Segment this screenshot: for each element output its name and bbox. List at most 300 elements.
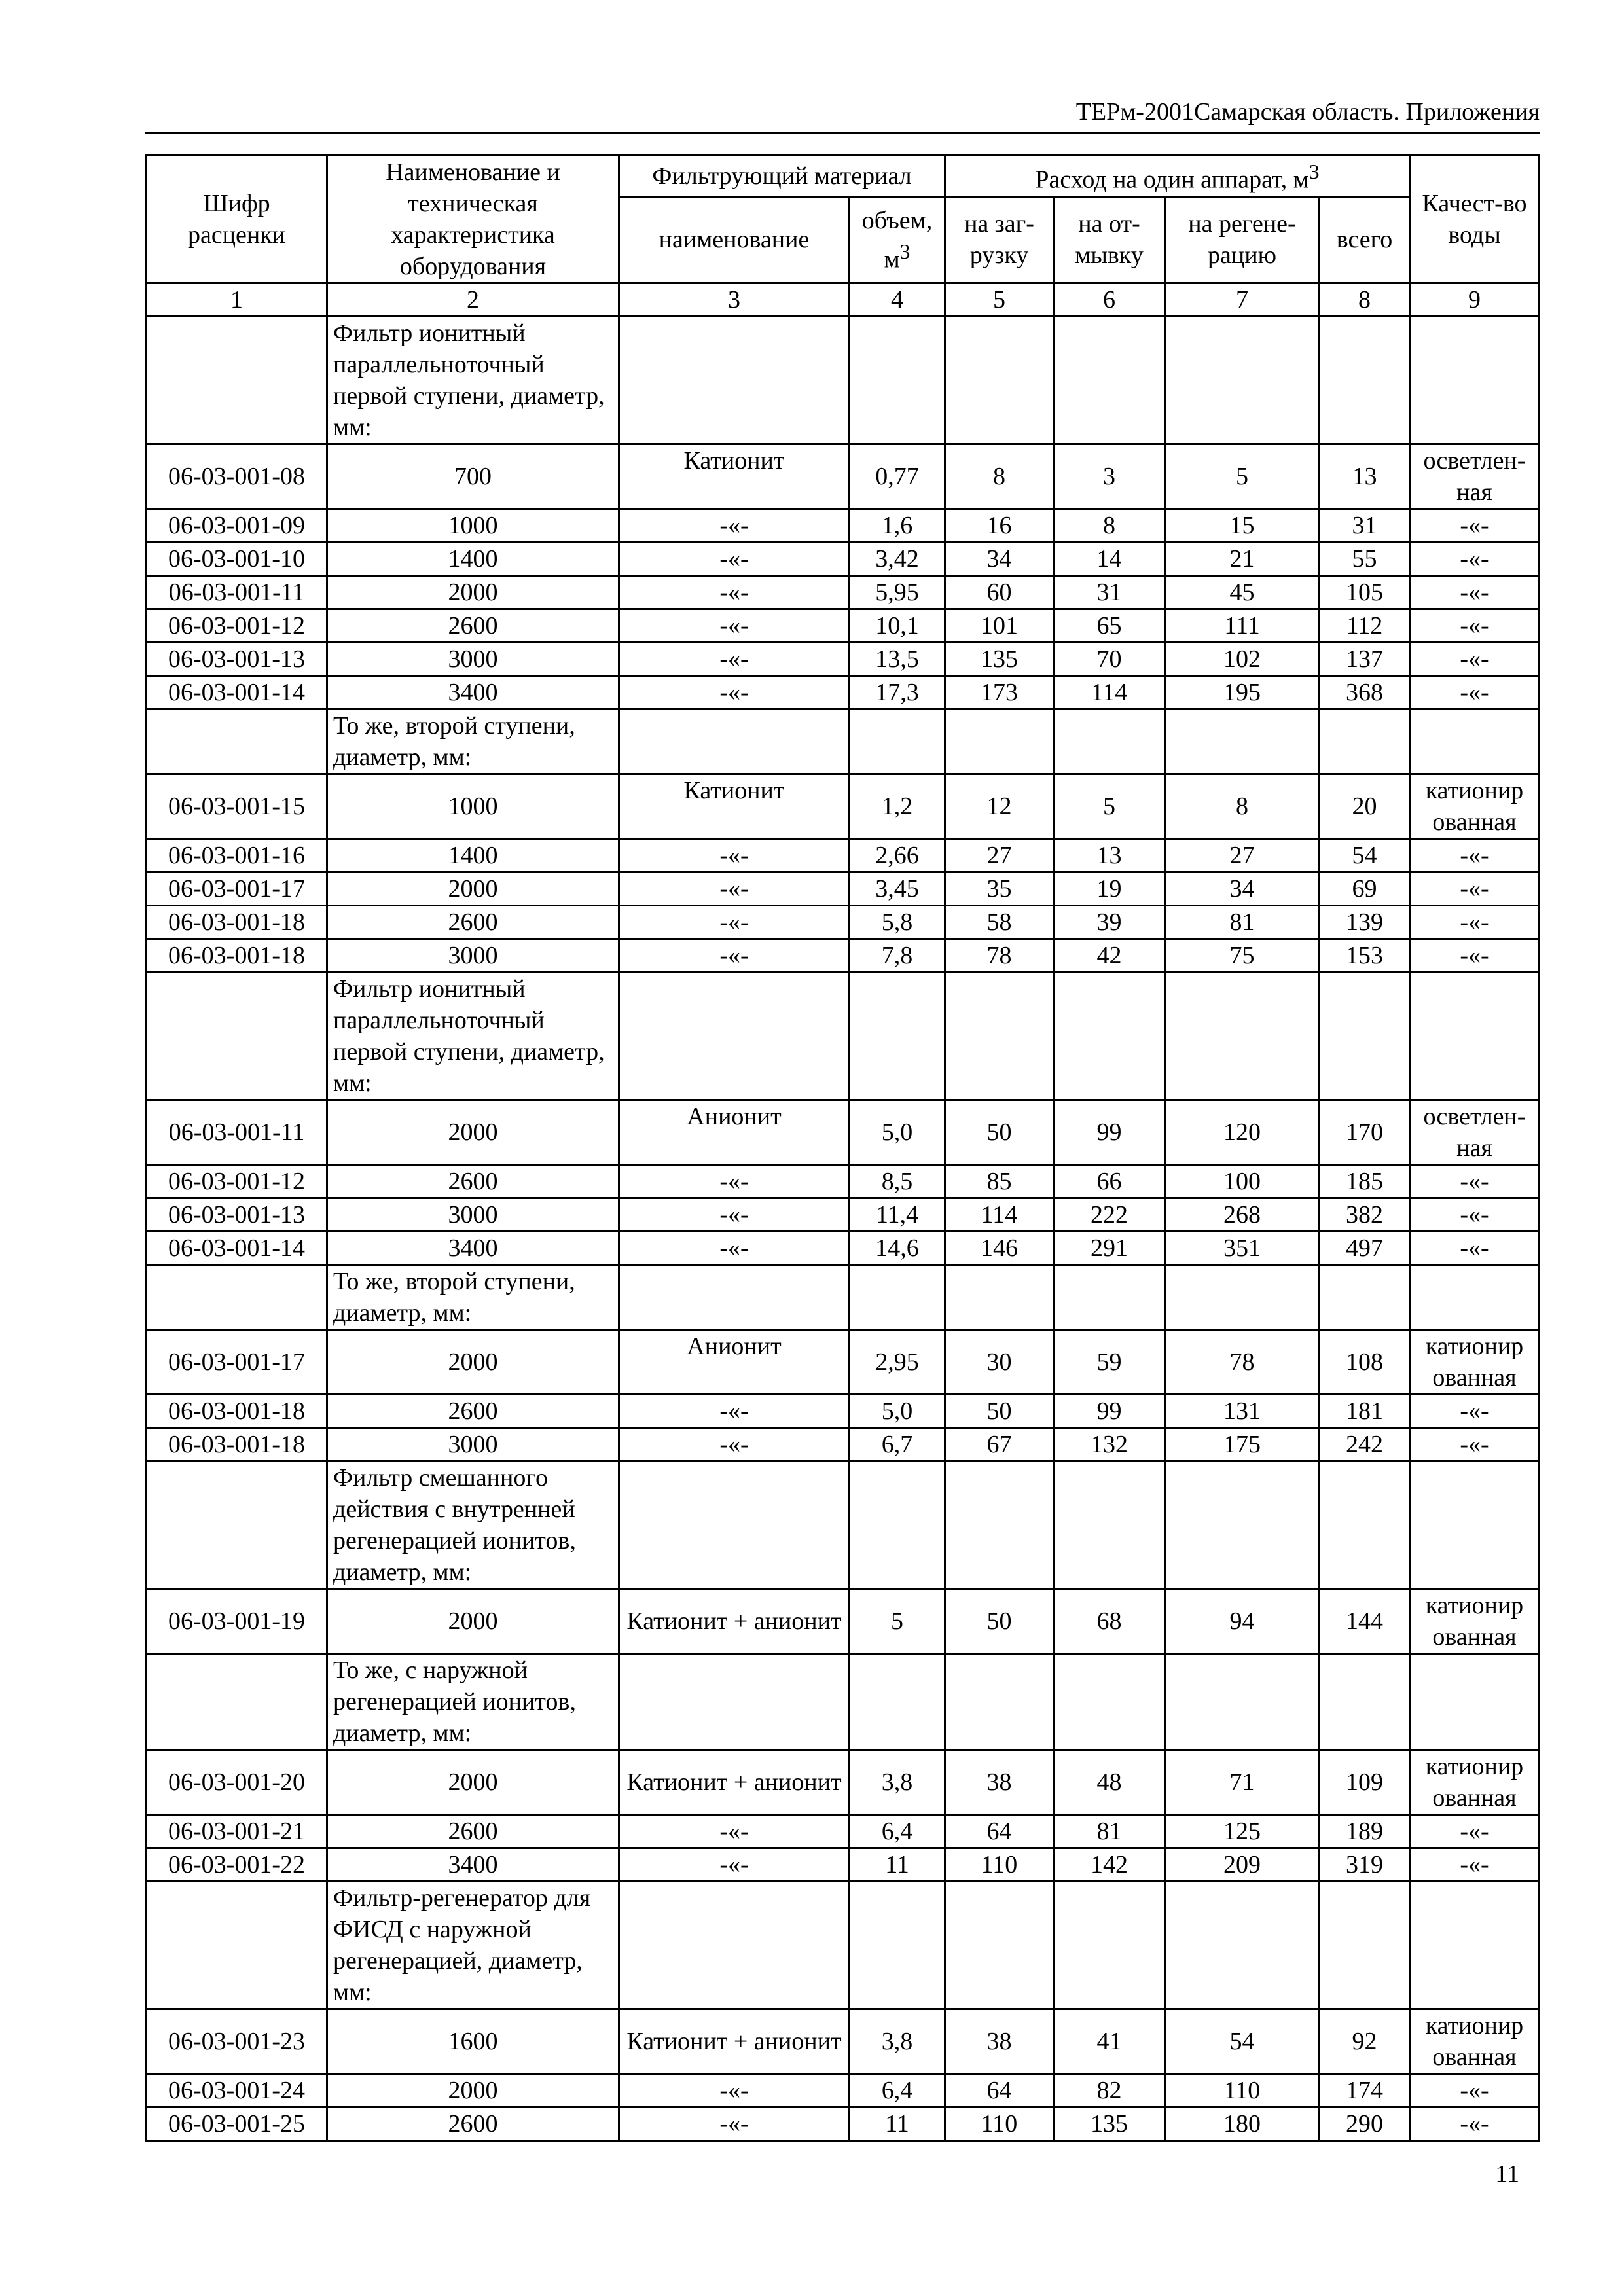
regen-cell: 175 [1165,1428,1320,1462]
volume-cell: 10,1 [850,609,945,643]
table-row [147,839,1540,872]
empty-cell [1410,973,1540,1100]
volume-cell: 3,42 [850,543,945,576]
code-cell: 06-03-001-13 [147,643,327,676]
page-number: 11 [1495,2161,1519,2188]
load-cell: 78 [945,939,1054,973]
code-cell: 06-03-001-17 [147,1330,327,1395]
diameter-cell: 3000 [327,643,619,676]
col-number: 6 [1054,283,1165,317]
regen-cell: 209 [1165,1848,1320,1882]
wash-cell: 70 [1054,643,1165,676]
material-cell: -«- [619,906,850,939]
col-header-load: на заг-рузку [945,196,1054,283]
volume-cell: 17,3 [850,676,945,709]
load-cell: 60 [945,576,1054,609]
quality-cell: катионир ованная [1410,1589,1540,1654]
quality-cell: катионир ованная [1410,1750,1540,1815]
wash-cell: 66 [1054,1165,1165,1198]
wash-cell: 41 [1054,2009,1165,2074]
col-header-filter-material: Фильтрующий материал [619,156,945,197]
regen-cell: 351 [1165,1232,1320,1265]
total-cell: 368 [1320,676,1410,709]
empty-cell [850,317,945,444]
code-cell: 06-03-001-08 [147,444,327,509]
load-cell: 30 [945,1330,1054,1395]
regen-cell: 8 [1165,774,1320,839]
section-description: То же, с наружной регенерацией ионитов, диаметр, мм: [327,1654,619,1750]
table-row [147,1100,1540,1165]
code-cell: 06-03-001-12 [147,1165,327,1198]
wash-cell: 65 [1054,609,1165,643]
total-cell: 105 [1320,576,1410,609]
volume-label: объем, м [861,206,933,274]
volume-cell: 0,77 [850,444,945,509]
section-row [147,973,1540,1100]
regen-cell: 180 [1165,2108,1320,2141]
regen-cell: 34 [1165,872,1320,906]
material-cell: -«- [619,543,850,576]
empty-cell [1410,1265,1540,1330]
table-row [147,1428,1540,1462]
empty-cell [945,709,1054,774]
diameter-cell: 2000 [327,1750,619,1815]
section-description: Фильтр ионитный параллельноточный первой ступени, диаметр, мм: [327,973,619,1100]
load-cell: 173 [945,676,1054,709]
load-cell: 12 [945,774,1054,839]
wash-cell: 59 [1054,1330,1165,1395]
material-cell: -«- [619,643,850,676]
empty-cell [1320,317,1410,444]
code-cell: 06-03-001-16 [147,839,327,872]
wash-cell: 82 [1054,2074,1165,2108]
code-cell: 06-03-001-25 [147,2108,327,2141]
quality-cell: -«- [1410,643,1540,676]
table-row [147,1232,1540,1265]
col-number: 5 [945,283,1054,317]
col-header-regen: на регене-рацию [1165,196,1320,283]
code-cell: 06-03-001-18 [147,906,327,939]
code-cell: 06-03-001-18 [147,1428,327,1462]
section-description: Фильтр ионитный параллельноточный первой ступени, диаметр, мм: [327,317,619,444]
empty-cell [1320,1882,1410,2009]
total-cell: 174 [1320,2074,1410,2108]
diameter-cell: 2600 [327,1815,619,1848]
col-header-material-name: наименование [619,196,850,283]
table-row [147,1330,1540,1395]
material-cell: -«- [619,872,850,906]
wash-cell: 99 [1054,1395,1165,1428]
material-cell: -«- [619,1395,850,1428]
empty-cell [945,1654,1054,1750]
material-cell: Катионит + анионит [619,1589,850,1654]
total-cell: 242 [1320,1428,1410,1462]
empty-cell [619,1654,850,1750]
load-cell: 110 [945,1848,1054,1882]
regen-cell: 71 [1165,1750,1320,1815]
quality-cell: -«- [1410,2108,1540,2141]
quality-cell: -«- [1410,609,1540,643]
total-cell: 170 [1320,1100,1410,1165]
table-row [147,872,1540,906]
wash-cell: 13 [1054,839,1165,872]
volume-cell: 8,5 [850,1165,945,1198]
diameter-cell: 2000 [327,1100,619,1165]
empty-cell [1165,1882,1320,2009]
material-cell: -«- [619,2074,850,2108]
empty-cell [1054,1462,1165,1589]
quality-cell: -«- [1410,1815,1540,1848]
load-cell: 50 [945,1589,1054,1654]
volume-cell: 6,4 [850,2074,945,2108]
table-row [147,643,1540,676]
empty-cell [1054,709,1165,774]
section-row [147,317,1540,444]
quality-cell: -«- [1410,939,1540,973]
table-row [147,774,1540,839]
table-row [147,543,1540,576]
code-cell: 06-03-001-09 [147,509,327,543]
section-row [147,1462,1540,1589]
total-cell: 185 [1320,1165,1410,1198]
material-cell: Катионит [619,774,850,839]
total-cell: 109 [1320,1750,1410,1815]
volume-cell: 5,0 [850,1100,945,1165]
regen-cell: 15 [1165,509,1320,543]
regen-cell: 102 [1165,643,1320,676]
empty-cell [1054,1265,1165,1330]
empty-cell [1054,973,1165,1100]
quality-cell: осветлен-ная [1410,1100,1540,1165]
volume-cell: 11 [850,1848,945,1882]
material-cell: Катионит + анионит [619,1750,850,1815]
quality-cell: -«- [1410,509,1540,543]
code-cell-empty [147,317,327,444]
col-header-code: Шифр расценки [147,156,327,283]
load-cell: 58 [945,906,1054,939]
table-row [147,1750,1540,1815]
empty-cell [619,1265,850,1330]
empty-cell [1165,709,1320,774]
regen-cell: 100 [1165,1165,1320,1198]
section-row [147,1654,1540,1750]
col-number: 3 [619,283,850,317]
empty-cell [1054,317,1165,444]
total-cell: 144 [1320,1589,1410,1654]
volume-cell: 2,66 [850,839,945,872]
diameter-cell: 1400 [327,839,619,872]
code-cell: 06-03-001-21 [147,1815,327,1848]
code-cell: 06-03-001-17 [147,872,327,906]
regen-cell: 195 [1165,676,1320,709]
diameter-cell: 2000 [327,1330,619,1395]
regen-cell: 45 [1165,576,1320,609]
diameter-cell: 1400 [327,543,619,576]
code-cell-empty [147,1882,327,2009]
total-cell: 382 [1320,1198,1410,1232]
empty-cell [850,1462,945,1589]
total-cell: 69 [1320,872,1410,906]
diameter-cell: 3000 [327,1198,619,1232]
empty-cell [850,973,945,1100]
code-cell: 06-03-001-12 [147,609,327,643]
volume-cell: 1,6 [850,509,945,543]
total-cell: 497 [1320,1232,1410,1265]
load-cell: 64 [945,1815,1054,1848]
col-header-volume [850,196,945,283]
regen-cell: 125 [1165,1815,1320,1848]
quality-cell: -«- [1410,576,1540,609]
load-cell: 85 [945,1165,1054,1198]
volume-cell: 7,8 [850,939,945,973]
regen-cell: 131 [1165,1395,1320,1428]
empty-cell [1165,317,1320,444]
quality-cell: -«- [1410,1232,1540,1265]
regen-cell: 268 [1165,1198,1320,1232]
diameter-cell: 2000 [327,1589,619,1654]
table-body [147,317,1540,2141]
empty-cell [1320,1654,1410,1750]
quality-cell: -«- [1410,906,1540,939]
total-cell: 112 [1320,609,1410,643]
volume-sup: 3 [899,240,911,263]
empty-cell [619,709,850,774]
code-cell: 06-03-001-15 [147,774,327,839]
code-cell: 06-03-001-20 [147,1750,327,1815]
volume-cell: 3,8 [850,1750,945,1815]
diameter-cell: 3400 [327,1848,619,1882]
code-cell: 06-03-001-22 [147,1848,327,1882]
total-cell: 20 [1320,774,1410,839]
quality-cell: -«- [1410,1165,1540,1198]
load-cell: 27 [945,839,1054,872]
col-header-name: Наименование и техническая характеристика оборудования [327,156,619,283]
wash-cell: 8 [1054,509,1165,543]
code-cell: 06-03-001-19 [147,1589,327,1654]
wash-cell: 222 [1054,1198,1165,1232]
total-cell: 137 [1320,643,1410,676]
code-cell: 06-03-001-11 [147,1100,327,1165]
material-cell: -«- [619,576,850,609]
volume-cell: 14,6 [850,1232,945,1265]
quality-cell: -«- [1410,2074,1540,2108]
volume-cell: 1,2 [850,774,945,839]
wash-cell: 132 [1054,1428,1165,1462]
material-cell: -«- [619,1165,850,1198]
diameter-cell: 3000 [327,939,619,973]
diameter-cell: 3400 [327,1232,619,1265]
empty-cell [945,317,1054,444]
table-row [147,609,1540,643]
col-number: 7 [1165,283,1320,317]
load-cell: 64 [945,2074,1054,2108]
wash-cell: 135 [1054,2108,1165,2141]
section-description: То же, второй ступени, диаметр, мм: [327,709,619,774]
load-cell: 50 [945,1100,1054,1165]
section-row [147,709,1540,774]
table-row [147,1395,1540,1428]
empty-cell [1320,1462,1410,1589]
material-cell: -«- [619,1848,850,1882]
material-cell: -«- [619,1198,850,1232]
empty-cell [1165,973,1320,1100]
material-cell: -«- [619,939,850,973]
table-row [147,444,1540,509]
load-cell: 34 [945,543,1054,576]
regen-cell: 81 [1165,906,1320,939]
running-header: ТЕРм-2001Самарская область. Приложения [145,96,1540,134]
code-cell: 06-03-001-18 [147,1395,327,1428]
table-row [147,2009,1540,2074]
load-cell: 16 [945,509,1054,543]
empty-cell [1320,709,1410,774]
code-cell-empty [147,709,327,774]
load-cell: 38 [945,2009,1054,2074]
diameter-cell: 2600 [327,1395,619,1428]
empty-cell [945,1462,1054,1589]
volume-cell: 3,8 [850,2009,945,2074]
regen-cell: 94 [1165,1589,1320,1654]
volume-cell: 3,45 [850,872,945,906]
quality-cell: -«- [1410,1428,1540,1462]
empty-cell [945,1882,1054,2009]
wash-cell: 68 [1054,1589,1165,1654]
empty-cell [1165,1654,1320,1750]
quality-cell: -«- [1410,872,1540,906]
regen-cell: 78 [1165,1330,1320,1395]
load-cell: 38 [945,1750,1054,1815]
regen-cell: 111 [1165,609,1320,643]
empty-cell [619,1462,850,1589]
material-cell: -«- [619,1428,850,1462]
code-cell: 06-03-001-23 [147,2009,327,2074]
section-description: Фильтр смешанного действия с внутренней регенерацией ионитов, диаметр, мм: [327,1462,619,1589]
total-cell: 55 [1320,543,1410,576]
volume-cell: 6,7 [850,1428,945,1462]
total-cell: 108 [1320,1330,1410,1395]
load-cell: 110 [945,2108,1054,2141]
empty-cell [850,1654,945,1750]
diameter-cell: 2000 [327,872,619,906]
diameter-cell: 2600 [327,906,619,939]
wash-cell: 31 [1054,576,1165,609]
code-cell: 06-03-001-24 [147,2074,327,2108]
material-cell: -«- [619,609,850,643]
material-cell: -«- [619,2108,850,2141]
diameter-cell: 3000 [327,1428,619,1462]
wash-cell: 3 [1054,444,1165,509]
section-description: То же, второй ступени, диаметр, мм: [327,1265,619,1330]
code-cell-empty [147,1265,327,1330]
wash-cell: 39 [1054,906,1165,939]
material-cell: -«- [619,1232,850,1265]
empty-cell [1320,1265,1410,1330]
col-header-quality: Качест-во воды [1410,156,1540,283]
load-cell: 135 [945,643,1054,676]
col-number: 2 [327,283,619,317]
material-cell: -«- [619,676,850,709]
table-row [147,1198,1540,1232]
total-cell: 189 [1320,1815,1410,1848]
total-cell: 31 [1320,509,1410,543]
quality-cell: -«- [1410,676,1540,709]
col-number: 4 [850,283,945,317]
wash-cell: 19 [1054,872,1165,906]
quality-cell: осветлен-ная [1410,444,1540,509]
section-row [147,1265,1540,1330]
wash-cell: 48 [1054,1750,1165,1815]
code-cell: 06-03-001-13 [147,1198,327,1232]
quality-cell: -«- [1410,543,1540,576]
volume-cell: 5 [850,1589,945,1654]
column-number-row [147,283,1540,317]
col-header-flow [945,156,1410,197]
volume-cell: 5,0 [850,1395,945,1428]
quality-cell: катионир ованная [1410,1330,1540,1395]
total-cell: 290 [1320,2108,1410,2141]
material-cell: -«- [619,839,850,872]
code-cell-empty [147,1462,327,1589]
total-cell: 139 [1320,906,1410,939]
quality-cell: -«- [1410,1848,1540,1882]
diameter-cell: 1000 [327,509,619,543]
table-row [147,2108,1540,2141]
load-cell: 101 [945,609,1054,643]
empty-cell [850,709,945,774]
table-row [147,1589,1540,1654]
code-cell: 06-03-001-11 [147,576,327,609]
table-row [147,1848,1540,1882]
table-row [147,2074,1540,2108]
diameter-cell: 1600 [327,2009,619,2074]
diameter-cell: 3400 [327,676,619,709]
table-row [147,576,1540,609]
empty-cell [1054,1882,1165,2009]
empty-cell [619,973,850,1100]
empty-cell [619,1882,850,2009]
code-cell: 06-03-001-18 [147,939,327,973]
material-cell: Катионит [619,444,850,509]
table-row [147,1165,1540,1198]
empty-cell [850,1882,945,2009]
total-cell: 181 [1320,1395,1410,1428]
diameter-cell: 2600 [327,2108,619,2141]
load-cell: 146 [945,1232,1054,1265]
table-row [147,906,1540,939]
material-cell: -«- [619,1815,850,1848]
flow-sup: 3 [1308,160,1320,184]
load-cell: 67 [945,1428,1054,1462]
table-row [147,509,1540,543]
empty-cell [850,1265,945,1330]
empty-cell [1165,1265,1320,1330]
section-row [147,1882,1540,2009]
diameter-cell: 2000 [327,2074,619,2108]
empty-cell [945,1265,1054,1330]
quality-cell: катионир ованная [1410,2009,1540,2074]
code-cell: 06-03-001-14 [147,676,327,709]
volume-cell: 13,5 [850,643,945,676]
col-number: 9 [1410,283,1540,317]
regen-cell: 75 [1165,939,1320,973]
code-cell-empty [147,1654,327,1750]
quality-cell: -«- [1410,1198,1540,1232]
volume-cell: 5,8 [850,906,945,939]
diameter-cell: 2600 [327,1165,619,1198]
load-cell: 35 [945,872,1054,906]
empty-cell [1410,1654,1540,1750]
wash-cell: 5 [1054,774,1165,839]
